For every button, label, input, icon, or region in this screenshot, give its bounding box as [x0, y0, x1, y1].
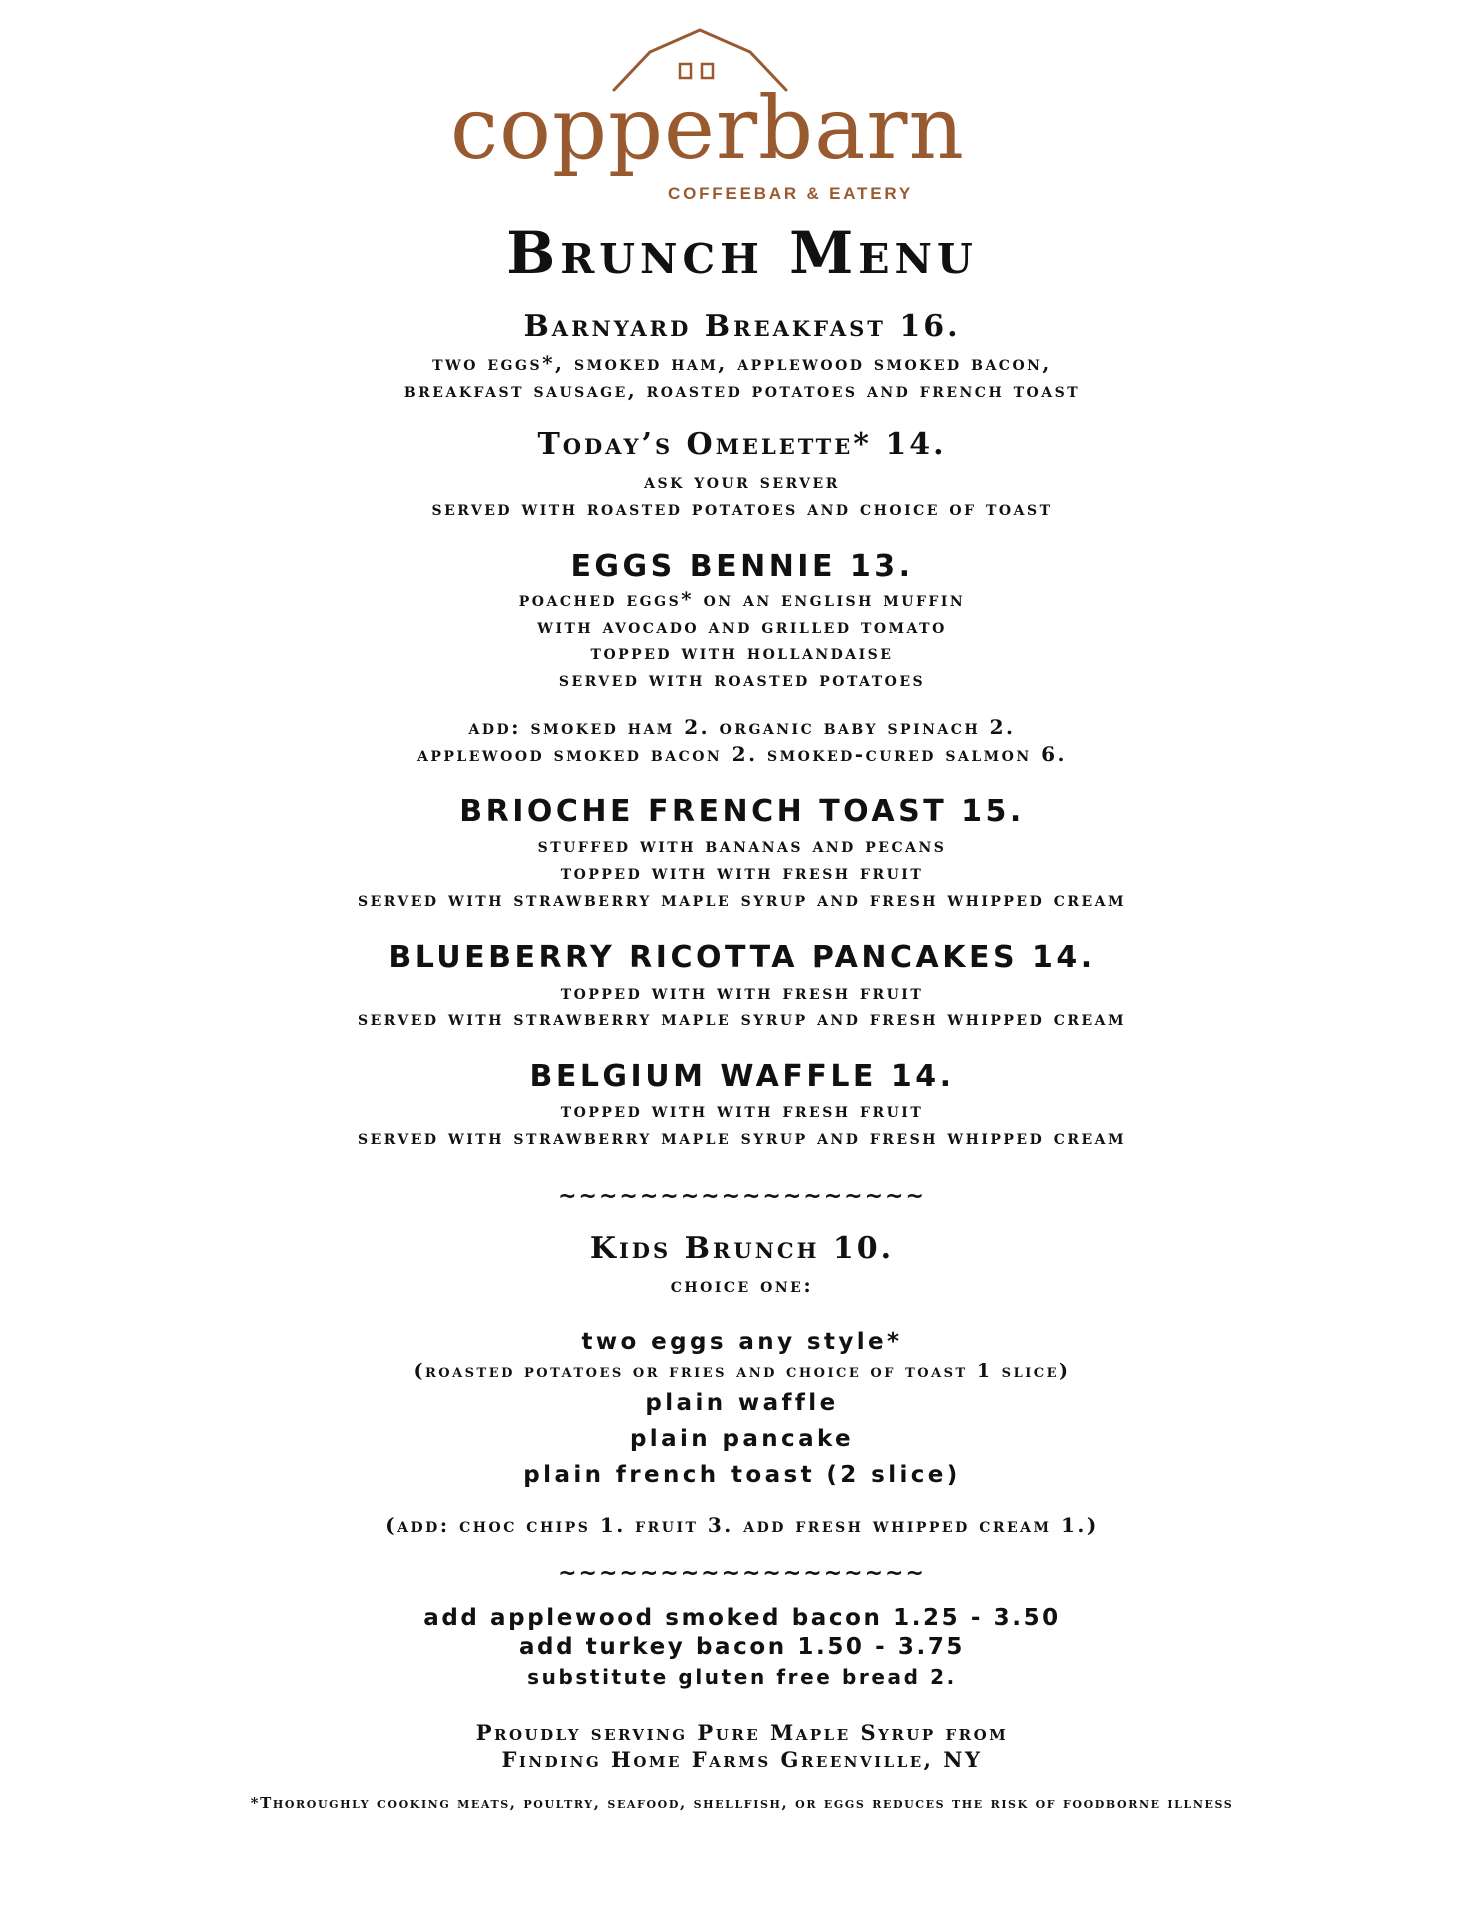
- item-desc-line: topped with hollandaise: [590, 640, 894, 664]
- item-desc-line: breakfast sausage, roasted potatoes and french toast: [403, 378, 1081, 402]
- item-desc-line: poached eggs* on an english muffin: [518, 587, 966, 611]
- kids-option-eggs: two eggs any style*: [581, 1329, 903, 1355]
- maple-syrup-note: Finding Home Farms Greenville, NY: [501, 1747, 983, 1772]
- barn-window-left: [680, 64, 691, 78]
- item-desc-line: with avocado and grilled tomato: [537, 614, 947, 638]
- tilde-divider: ~~~~~~~~~~~~~~~~~~: [558, 1561, 926, 1586]
- item-name-barnyard-breakfast: Barnyard Breakfast 16.: [523, 309, 961, 344]
- item-name-blueberry-ricotta-pancakes: BLUEBERRY RICOTTA PANCAKES 14.: [388, 940, 1096, 975]
- item-name-brioche-french-toast: BRIOCHE FRENCH TOAST 15.: [459, 794, 1025, 829]
- item-desc-line: served with strawberry maple syrup and fresh whipped cream: [357, 1125, 1127, 1149]
- extra-turkey-bacon: add turkey bacon 1.50 - 3.75: [518, 1634, 966, 1660]
- logo-tagline: COFFEEBAR & EATERY: [668, 184, 913, 203]
- kids-choice-label: choice one:: [670, 1273, 814, 1297]
- extra-gluten-free-bread: substitute gluten free bread 2.: [527, 1665, 957, 1689]
- kids-option-waffle: plain waffle: [645, 1390, 839, 1416]
- kids-option-eggs-note: (roasted potatoes or fries and choice of toast 1 slice): [413, 1360, 1071, 1382]
- item-desc-line: two eggs*, smoked ham, applewood smoked bacon,: [432, 351, 1052, 375]
- item-desc-line: topped with with fresh fruit: [560, 860, 924, 884]
- menu-title: Brunch Menu: [506, 219, 978, 287]
- item-desc-line: served with strawberry maple syrup and fresh whipped cream: [357, 887, 1127, 911]
- food-safety-disclaimer: *Thoroughly cooking meats, poultry, seafood, shellfish, or eggs reduces the risk of foodborne illness: [250, 1794, 1234, 1812]
- kids-option-french-toast: plain french toast (2 slice): [523, 1462, 961, 1488]
- item-name-belgium-waffle: BELGIUM WAFFLE 14.: [529, 1059, 955, 1094]
- item-name-eggs-bennie: EGGS BENNIE 13.: [570, 549, 914, 584]
- item-desc-line: served with roasted potatoes and choice of toast: [431, 496, 1053, 520]
- item-desc-line: ask your server: [644, 469, 840, 493]
- item-desc-line: topped with with fresh fruit: [560, 1098, 924, 1122]
- tilde-divider: ~~~~~~~~~~~~~~~~~~: [558, 1184, 926, 1209]
- copperbarn-logo: [440, 20, 965, 203]
- barn-window-right: [702, 64, 713, 78]
- kids-brunch-title: Kids Brunch 10.: [589, 1231, 895, 1266]
- item-addon-line: add: smoked ham 2. organic baby spinach 2.: [468, 715, 1016, 739]
- extra-applewood-bacon: add applewood smoked bacon 1.25 - 3.50: [423, 1605, 1061, 1631]
- kids-option-pancake: plain pancake: [629, 1426, 855, 1452]
- item-desc-line: topped with with fresh fruit: [560, 980, 924, 1004]
- logo-wordmark: copperbarn: [450, 79, 965, 179]
- maple-syrup-note: Proudly serving Pure Maple Syrup from: [475, 1720, 1009, 1745]
- item-desc-line: served with roasted potatoes: [558, 667, 926, 691]
- item-desc-line: stuffed with bananas and pecans: [537, 833, 947, 857]
- item-addon-line: applewood smoked bacon 2. smoked-cured salmon 6.: [416, 742, 1068, 766]
- item-desc-line: served with strawberry maple syrup and fresh whipped cream: [357, 1006, 1127, 1030]
- kids-add-ons: (add: choc chips 1. fruit 3. add fresh whipped cream 1.): [385, 1513, 1099, 1537]
- item-name-todays-omelette: Today’s Omelette* 14.: [537, 427, 947, 462]
